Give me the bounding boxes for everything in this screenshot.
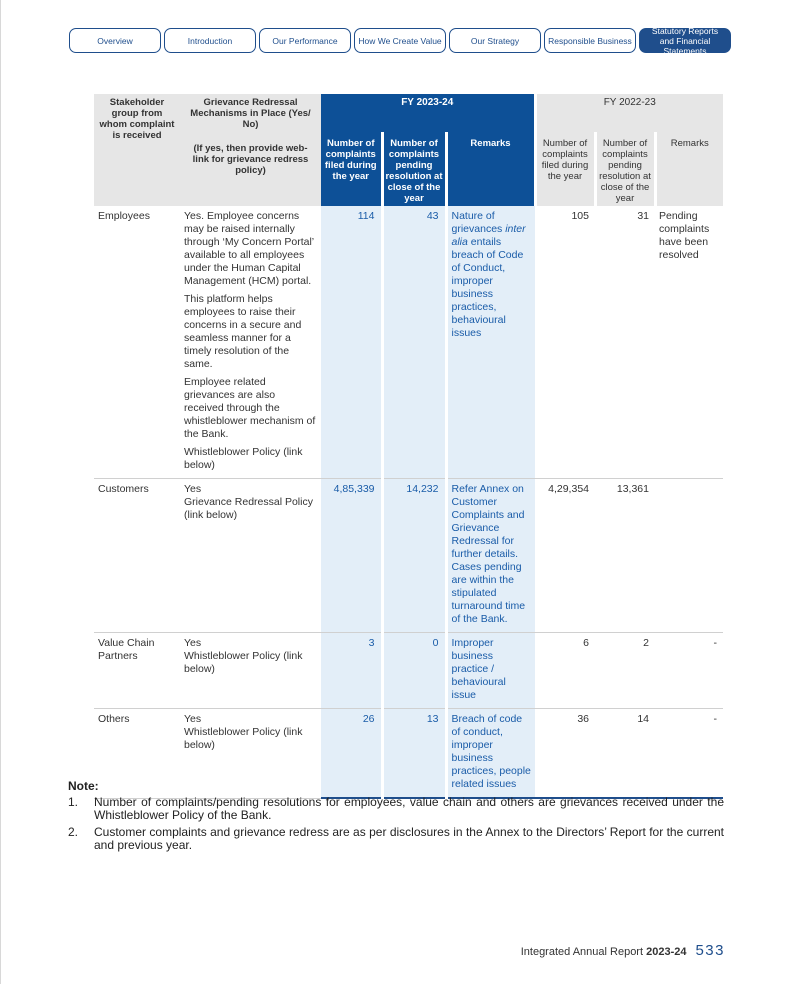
- cell-prev-remarks: -: [655, 633, 723, 709]
- cell-cur-pending: 14,232: [382, 479, 446, 633]
- tab-introduction[interactable]: Introduction: [164, 28, 256, 53]
- header-mechanism-sub: (If yes, then provide web-link for grievance redress policy): [192, 143, 309, 176]
- tab-overview[interactable]: Overview: [69, 28, 161, 53]
- table-row: [94, 206, 723, 479]
- cell-mechanism: [180, 479, 321, 633]
- table-row: [94, 479, 723, 633]
- cell-cur-filed: 4,85,339: [321, 479, 382, 633]
- cell-prev-remarks: Pending complaints have been resolved: [655, 206, 723, 479]
- header-prev-remarks: Remarks: [655, 132, 723, 206]
- remarks-italic: inter alia: [451, 223, 526, 248]
- mechanism-line: Whistleblower Policy (link below): [184, 446, 303, 471]
- cell-mechanism: [180, 633, 321, 709]
- tab-statutory-reports[interactable]: Statutory Reports and Financial Statements: [639, 28, 731, 53]
- footer-report-title: [521, 946, 687, 958]
- cell-cur-filed: 114: [321, 206, 382, 479]
- table-row: [94, 633, 723, 709]
- header-prev-filed: Number of complaints filed during the year: [535, 132, 595, 206]
- cell-prev-filed: 6: [535, 633, 595, 709]
- cell-group: Value Chain Partners: [94, 633, 180, 709]
- mechanism-line: Yes: [184, 637, 202, 649]
- note-item: [68, 796, 724, 822]
- remarks-text: entails breach of Code of Conduct, improper business practices, behavioural issues: [451, 236, 524, 339]
- header-fy-current: FY 2023-24: [321, 94, 535, 132]
- cell-group: Employees: [94, 206, 180, 479]
- cell-prev-filed: 4,29,354: [535, 479, 595, 633]
- cell-group: Others: [94, 709, 180, 799]
- tab-our-strategy[interactable]: Our Strategy: [449, 28, 541, 53]
- header-mechanism: [180, 94, 321, 206]
- grievance-table: [94, 94, 723, 799]
- mechanism-line: Grievance Redressal Policy (link below): [184, 496, 313, 521]
- header-stakeholder: Stakeholder group from whom complaint is received: [94, 94, 180, 206]
- mechanism-line: This platform helps employees to raise their concerns in a secure and seamless manner for a timely resolution of the same.: [184, 293, 302, 370]
- cell-prev-remarks: -: [655, 709, 723, 799]
- cell-prev-filed: 36: [535, 709, 595, 799]
- note-text: Number of complaints/pending resolutions for employees, value chain and others are grievances received under the Whistleblower Policy of the Bank.: [94, 795, 724, 822]
- section-navigation: [69, 25, 731, 56]
- mechanism-line: Whistleblower Policy (link below): [184, 650, 303, 675]
- notes-section: [68, 780, 724, 856]
- page-number: 533: [695, 942, 725, 959]
- note-number: 2.: [68, 825, 79, 839]
- tab-how-we-create-value[interactable]: How We Create Value: [354, 28, 446, 53]
- mechanism-line: Employee related grievances are also received through the whistleblower mechanism of the Bank.: [184, 376, 316, 440]
- cell-cur-remarks: Refer Annex on Customer Complaints and Grievance Redressal for further details. Cases pending are within the stipulated turnaround time of the Bank.: [446, 479, 535, 633]
- cell-prev-filed: 105: [535, 206, 595, 479]
- cell-cur-pending: 0: [382, 633, 446, 709]
- mechanism-line: Yes. Employee concerns may be raised internally through ‘My Concern Portal’ available to all employees under the Human Capital Management (HCM) portal.: [184, 210, 314, 287]
- note-text: Customer complaints and grievance redress are as per disclosures in the Annex to the Directors’ Report for the current and previous year.: [94, 825, 724, 852]
- note-number: 1.: [68, 795, 79, 809]
- header-cur-pending: Number of complaints pending resolution at close of the year: [382, 132, 446, 206]
- cell-cur-pending: 43: [382, 206, 446, 479]
- cell-prev-pending: 31: [595, 206, 655, 479]
- tab-our-performance[interactable]: Our Performance: [259, 28, 351, 53]
- page-footer: [521, 942, 725, 959]
- cell-prev-pending: 2: [595, 633, 655, 709]
- cell-cur-remarks: Breach of code of conduct, improper business practices, people related issues: [446, 709, 535, 799]
- page-edge-rule: [0, 0, 1, 984]
- cell-mechanism: [180, 206, 321, 479]
- tab-responsible-business[interactable]: Responsible Business: [544, 28, 636, 53]
- cell-cur-remarks: [446, 206, 535, 479]
- header-cur-filed: Number of complaints filed during the year: [321, 132, 382, 206]
- mechanism-line: Whistleblower Policy (link below): [184, 726, 303, 751]
- cell-cur-filed: 3: [321, 633, 382, 709]
- cell-prev-pending: 14: [595, 709, 655, 799]
- header-mechanism-title: Grievance Redressal Mechanisms in Place (Yes/ No): [190, 97, 311, 130]
- footer-year: 2023-24: [646, 946, 687, 958]
- header-prev-pending: Number of complaints pending resolution at close of the year: [595, 132, 655, 206]
- remarks-text: Nature of grievances: [451, 210, 506, 235]
- header-cur-remarks: Remarks: [446, 132, 535, 206]
- cell-cur-remarks: Improper business practice / behavioural issue: [446, 633, 535, 709]
- cell-group: Customers: [94, 479, 180, 633]
- cell-prev-remarks: [655, 479, 723, 633]
- header-fy-previous: FY 2022-23: [535, 94, 723, 132]
- cell-cur-pending: 13: [382, 709, 446, 799]
- cell-prev-pending: 13,361: [595, 479, 655, 633]
- mechanism-line: Yes: [184, 483, 202, 495]
- cell-cur-filed: 26: [321, 709, 382, 799]
- note-item: [68, 826, 724, 852]
- mechanism-line: Yes: [184, 713, 202, 725]
- notes-title: Note:: [68, 779, 99, 793]
- footer-label-text: Integrated Annual Report: [520, 946, 644, 958]
